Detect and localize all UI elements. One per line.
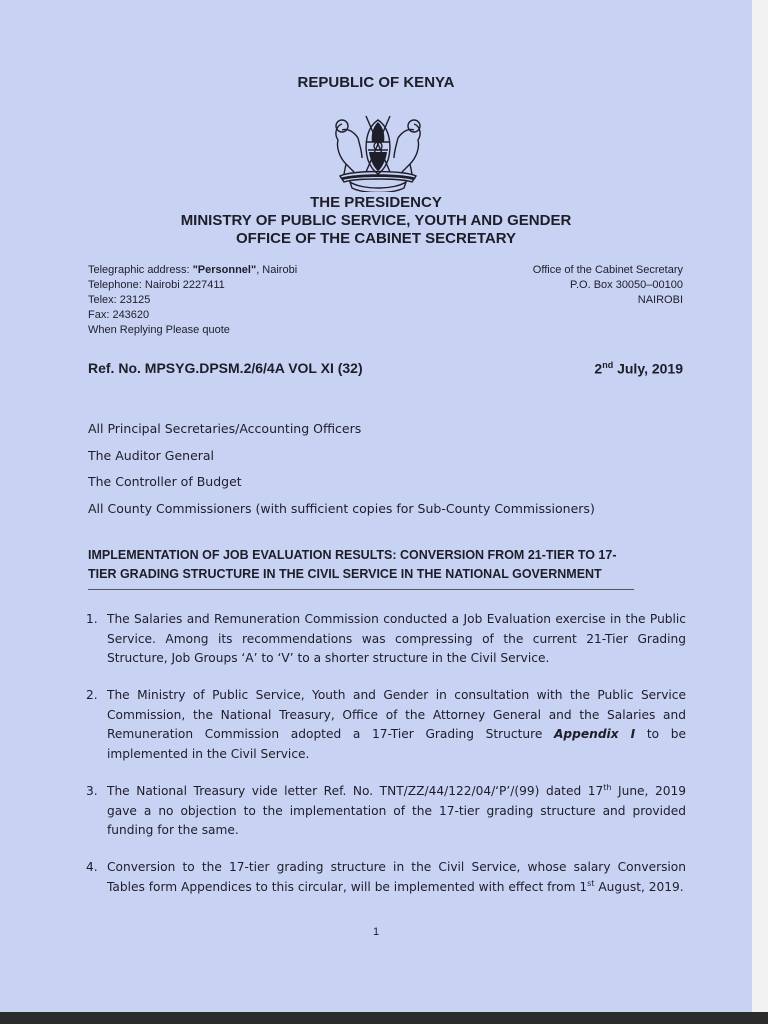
telex: Telex: 23125: [88, 294, 151, 306]
office-address: [440, 263, 683, 308]
presidency-heading: THE PRESIDENCY: [310, 194, 442, 211]
paragraph-text: The Salaries and Remuneration Commission conducted a Job Evaluation exercise in the Public Service. Among its recommendations was compressing of the current 21-Tier Grading Structure, Job Groups ‘A’ to ‘V’ to a shorter structure in the Civil Service.: [107, 612, 686, 665]
po-box: P.O. Box 30050–00100: [570, 279, 683, 291]
appendix-reference: Appendix I: [554, 727, 636, 741]
paragraph-text: The National Treasury vide letter Ref. No. TNT/ZZ/44/122/04/‘P’/(99) dated 17th June, 2019 gave a no objection to the implementation of the 17-tier grading structure and provided funding for the same.: [107, 782, 686, 837]
background-edge: [752, 0, 768, 1024]
subject-heading: [88, 546, 684, 584]
paragraph-text: Conversion to the 17-tier grading structure in the Civil Service, whose salary Conversion Tables form Appendices to this circular, will be implemented with effect from 1st August, 2019.: [107, 860, 686, 894]
paragraph-text: The Ministry of Public Service, Youth and Gender in consultation with the Public Service Commission, the National Treasury, Office of the Attorney General and the Salaries and Remuneration Commission adopted a 17-Tier Grading Structure Appendix I to be implemented in the Civil Service.: [107, 688, 686, 761]
paragraph-2: [86, 686, 686, 764]
recipient: All County Commissioners (with sufficient copies for Sub-County Commissioners): [88, 500, 595, 516]
office-heading: OFFICE OF THE CABINET SECRETARY: [235, 230, 516, 247]
coat-of-arms-icon: [322, 106, 434, 192]
fax: Fax: 243620: [88, 309, 150, 321]
telegraphic-address: Telegraphic address: "Personnel", Nairobi: [88, 264, 298, 276]
reply-note: When Replying Please quote: [88, 324, 230, 336]
paragraph-3: [86, 782, 686, 841]
recipient-list: [88, 420, 595, 526]
subject-line-2: TIER GRADING STRUCTURE IN THE CIVIL SERVICE IN THE NATIONAL GOVERNMENT: [88, 567, 602, 581]
reference-number: Ref. No. MPSYG.DPSM.2/6/4A VOL XI (32): [88, 360, 363, 376]
paragraph-number: 3.: [86, 784, 98, 798]
scan-bottom-edge: [0, 1012, 768, 1024]
paragraph-1: [86, 610, 686, 669]
office-name: Office of the Cabinet Secretary: [532, 264, 683, 276]
paragraph-number: 4.: [86, 860, 98, 874]
page-number: 1: [372, 926, 380, 938]
recipient: The Controller of Budget: [88, 474, 242, 489]
ministry-heading: MINISTRY OF PUBLIC SERVICE, YOUTH AND GENDER: [180, 212, 572, 229]
paragraph-4: [86, 858, 686, 897]
subject-line-1: IMPLEMENTATION OF JOB EVALUATION RESULTS: CONVERSION FROM 21-TIER TO 17-: [88, 548, 617, 562]
letter-date: 2nd July, 2019: [594, 360, 683, 377]
contact-details: [88, 263, 297, 338]
telephone: Telephone: Nairobi 2227411: [88, 279, 225, 291]
republic-heading: REPUBLIC OF KENYA: [297, 74, 455, 91]
paragraph-number: 1.: [86, 612, 98, 626]
city: NAIROBI: [637, 294, 683, 306]
paragraph-number: 2.: [86, 688, 98, 702]
recipient: The Auditor General: [88, 447, 215, 463]
subject-underline: [88, 589, 634, 590]
recipient: All Principal Secretaries/Accounting Officers: [88, 421, 362, 436]
